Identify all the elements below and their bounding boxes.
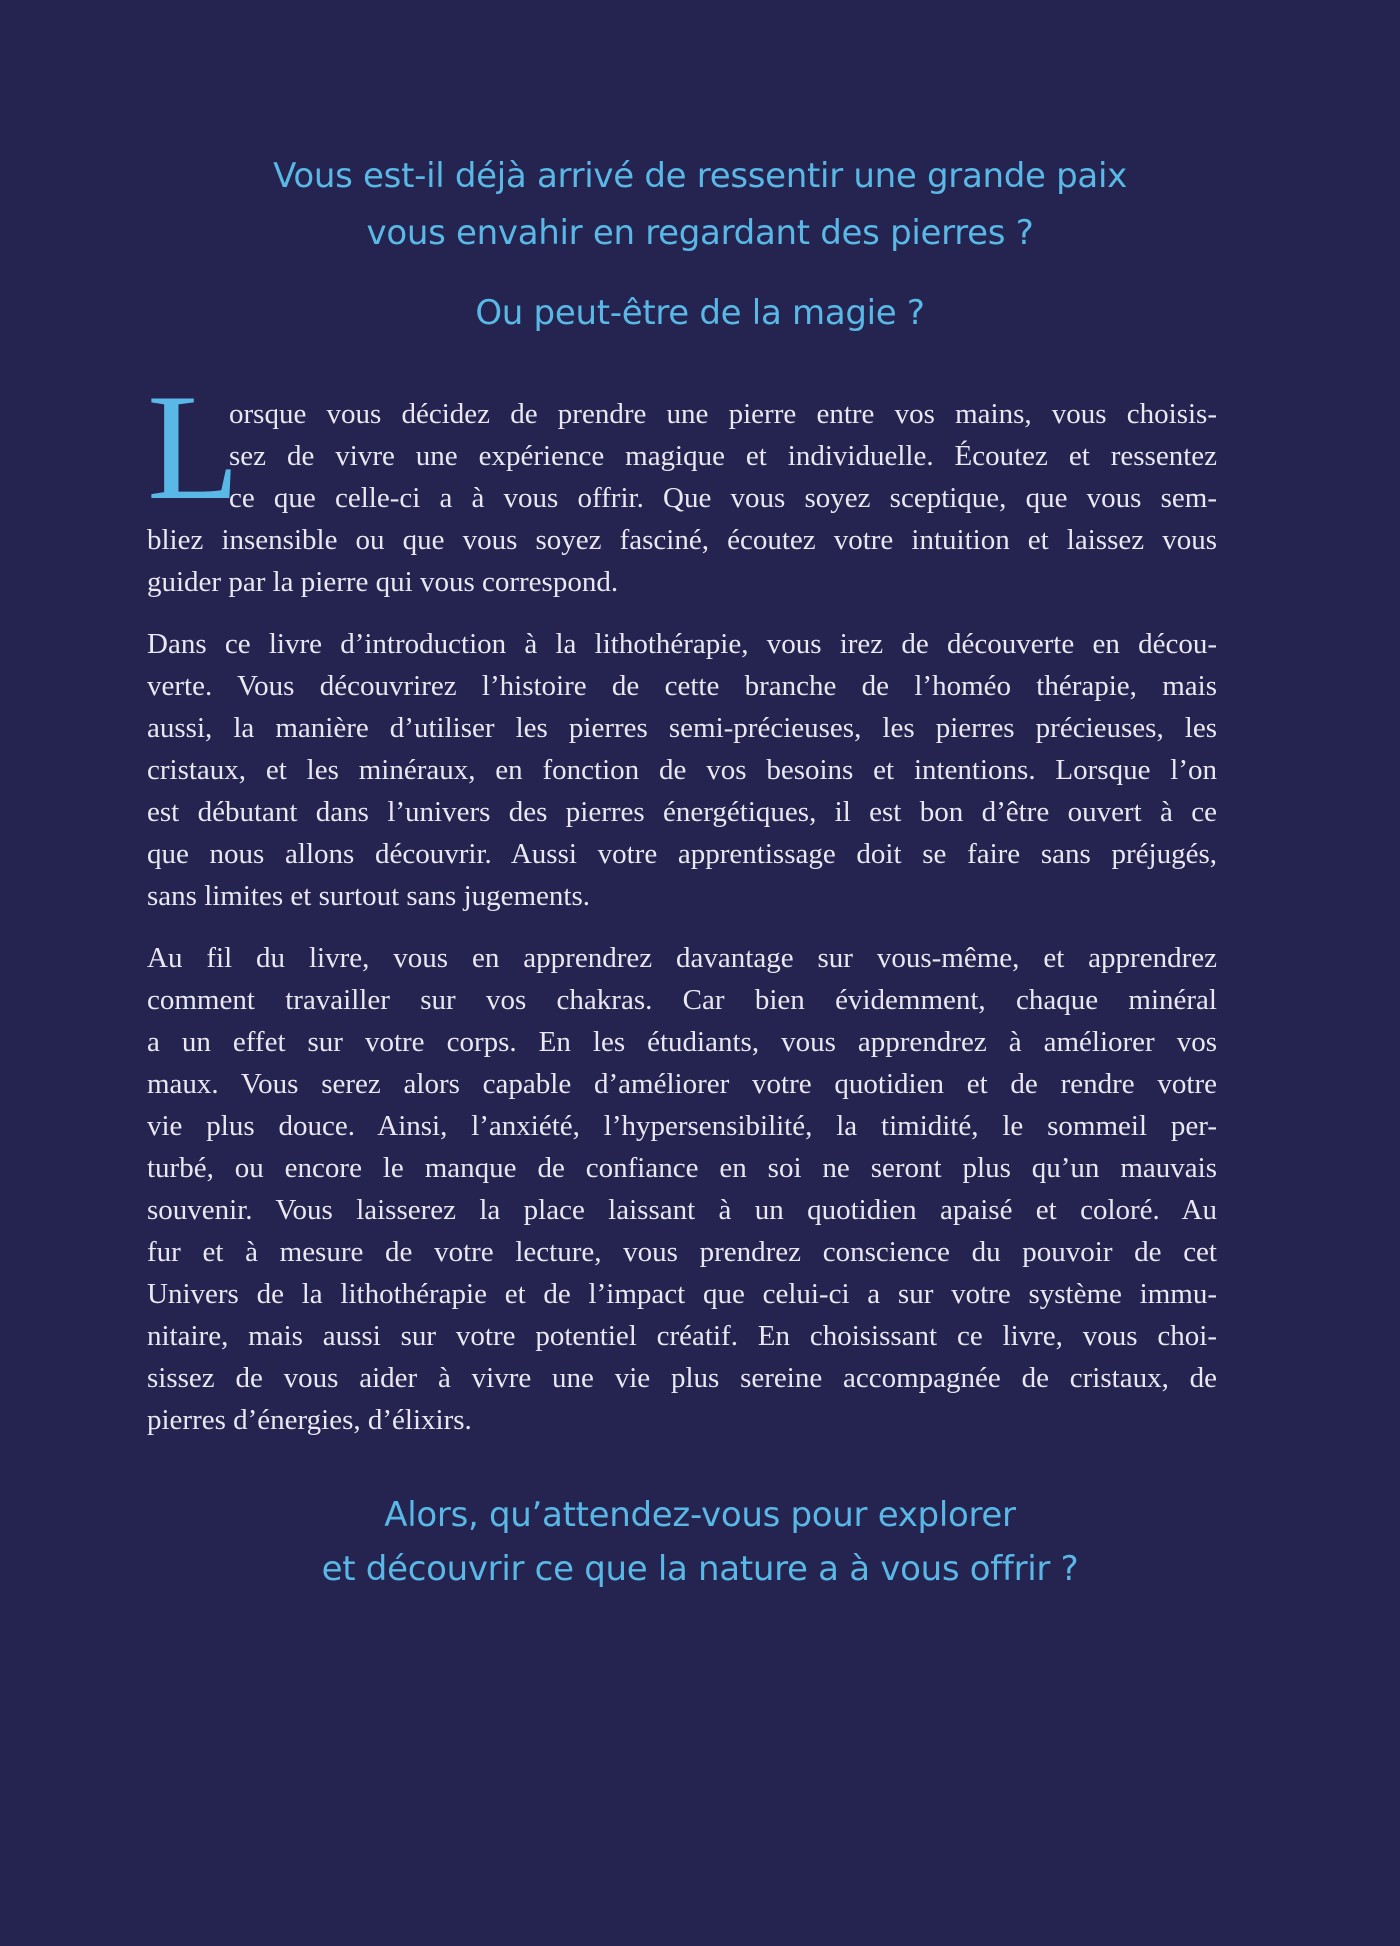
drop-cap: L	[147, 363, 240, 531]
intro-question-2: Ou peut-être de la magie ?	[475, 293, 925, 333]
paragraph-3-line: sissez de vous aider à vivre une vie plus sereine accompagnée de cristaux, de	[147, 1362, 1217, 1394]
paragraph-3-line: comment travailler sur vos chakras. Car bien évidemment, chaque minéral	[147, 984, 1217, 1016]
intro-questions	[200, 148, 1200, 342]
intro-question-1-line-2: vous envahir en regardant des pierres ?	[366, 213, 1034, 253]
paragraph-3-line: Univers de la lithothérapie et de l’impact que celui-ci a sur votre système immu-	[147, 1278, 1217, 1310]
paragraph-1	[147, 363, 1217, 603]
paragraph-3-line: nitaire, mais aussi sur votre potentiel créatif. En choisissant ce livre, vous choi-	[147, 1320, 1217, 1352]
paragraph-1-line: sez de vivre une expérience magique et individuelle. Écoutez et ressentez	[229, 440, 1217, 472]
paragraph-2-line: que nous allons découvrir. Aussi votre apprentissage doit se faire sans préjugés,	[147, 838, 1217, 870]
paragraph-3	[147, 937, 1217, 1441]
closing-question-line-1: Alors, qu’attendez-vous pour explorer	[384, 1495, 1016, 1535]
paragraph-3-line: pierres d’énergies, d’élixirs.	[147, 1404, 472, 1436]
paragraph-3-line: maux. Vous serez alors capable d’améliorer votre quotidien et de rendre votre	[147, 1068, 1217, 1100]
paragraph-3-line: fur et à mesure de votre lecture, vous prendrez conscience du pouvoir de cet	[147, 1236, 1217, 1268]
paragraph-1-line: guider par la pierre qui vous correspond.	[147, 566, 619, 598]
paragraph-3-line: souvenir. Vous laisserez la place laissant à un quotidien apaisé et coloré. Au	[147, 1194, 1217, 1226]
paragraph-3-line: a un effet sur votre corps. En les étudiants, vous apprendrez à améliorer vos	[147, 1026, 1217, 1058]
paragraph-3-line: Au fil du livre, vous en apprendrez davantage sur vous-même, et apprendrez	[147, 942, 1217, 974]
paragraph-1-line: ce que celle-ci a à vous offrir. Que vous soyez sceptique, que vous sem-	[229, 482, 1217, 514]
paragraph-2-line: Dans ce livre d’introduction à la lithothérapie, vous irez de découverte en décou-	[147, 628, 1217, 660]
paragraph-2-line: est débutant dans l’univers des pierres énergétiques, il est bon d’être ouvert à ce	[147, 796, 1217, 828]
paragraph-3-line: vie plus douce. Ainsi, l’anxiété, l’hypersensibilité, la timidité, le sommeil per-	[147, 1110, 1217, 1142]
paragraph-2	[147, 623, 1217, 917]
paragraph-3-line: turbé, ou encore le manque de confiance en soi ne seront plus qu’un mauvais	[147, 1152, 1217, 1184]
closing-question-line-2: et découvrir ce que la nature a à vous offrir ?	[321, 1549, 1079, 1589]
paragraph-1-line: bliez insensible ou que vous soyez fasciné, écoutez votre intuition et laissez vous	[147, 524, 1217, 556]
closing-question	[200, 1488, 1200, 1596]
paragraph-2-line: verte. Vous découvrirez l’histoire de cette branche de l’homéo thérapie, mais	[147, 670, 1217, 702]
paragraph-2-line: aussi, la manière d’utiliser les pierres semi-précieuses, les pierres précieuses, les	[147, 712, 1217, 744]
body-text	[147, 363, 1217, 1461]
paragraph-2-line: cristaux, et les minéraux, en fonction de vos besoins et intentions. Lorsque l’on	[147, 754, 1217, 786]
paragraph-2-line: sans limites et surtout sans jugements.	[147, 880, 591, 912]
intro-question-1-line-1: Vous est-il déjà arrivé de ressentir une grande paix	[273, 156, 1127, 196]
paragraph-1-line: orsque vous décidez de prendre une pierre entre vos mains, vous choisis-	[229, 398, 1217, 430]
